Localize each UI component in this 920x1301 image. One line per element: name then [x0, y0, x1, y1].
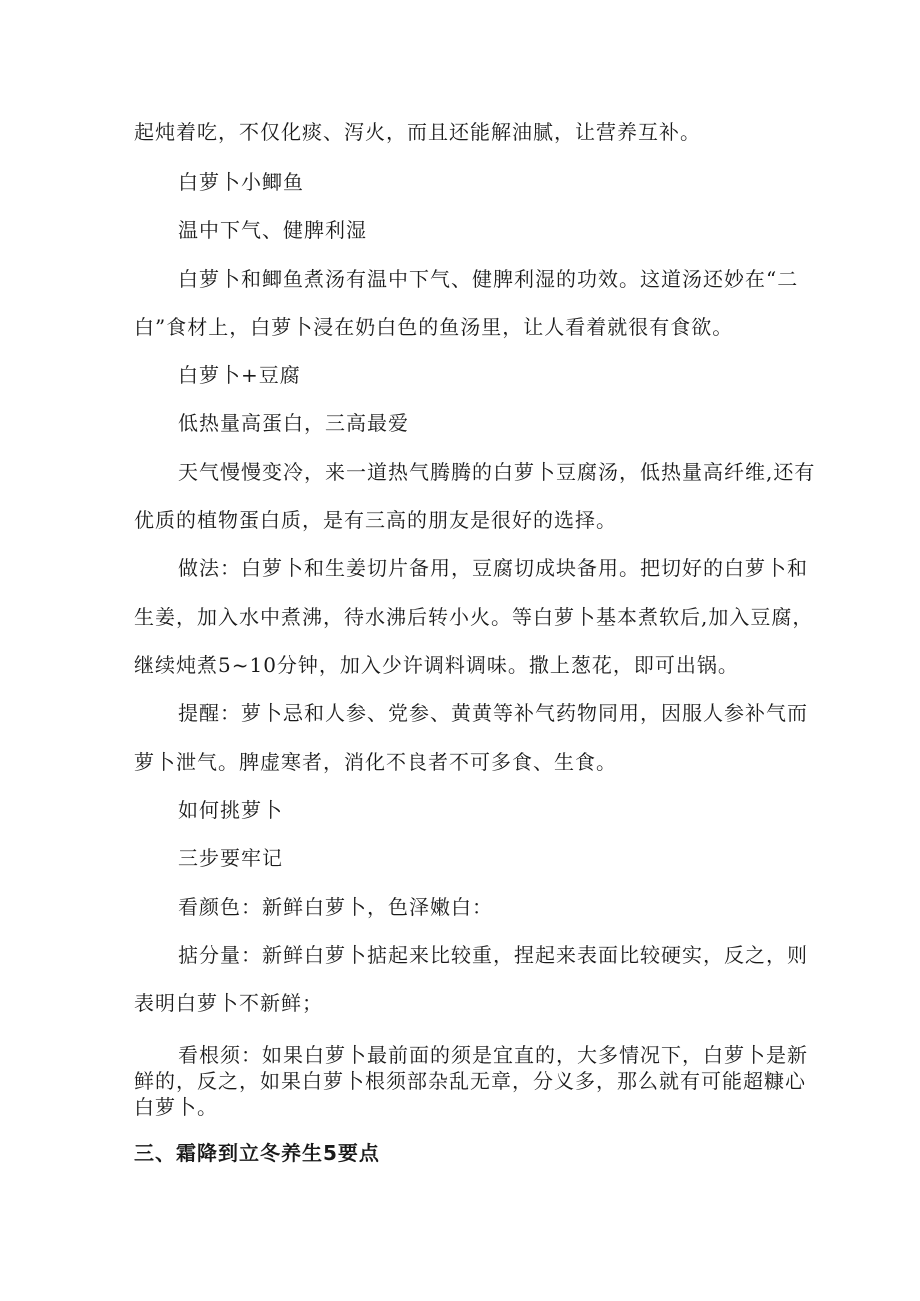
paragraph-line: 天气慢慢变冷，来一道热气腾腾的白萝卜豆腐汤，低热量高纤维,还有	[178, 460, 816, 484]
paragraph-line: 白”食材上，白萝卜浸在奶白色的鱼汤里，让人看着就很有食欲。	[134, 315, 734, 339]
paragraph-line: 白萝卜和鲫鱼煮汤有温中下气、健脾利湿的功效。这道汤还妙在“二	[178, 267, 799, 291]
recipe-title-radish-crucian: 白萝卜小鲫鱼	[178, 170, 304, 194]
paragraph-line: 萝卜泄气。脾虚寒者，消化不良者不可多食、生食。	[134, 750, 617, 774]
step-roots: 看根须：如果白萝卜最前面的须是宜直的，大多情况下，白萝卜是新	[178, 1043, 808, 1067]
paragraph-line: 鲜的，反之，如果白萝卜根须部杂乱无章，分义多，那么就有可能超糠心	[134, 1069, 806, 1093]
paragraph-continuation: 起炖着吃，不仅化痰、泻火，而且还能解油腻，让营养互补。	[134, 120, 701, 144]
recipe-title-radish-tofu: 白萝卜+豆腐	[178, 363, 301, 387]
paragraph-line: 表明白萝卜不新鲜；	[134, 991, 323, 1015]
paragraph-line: 继续炖煮5~10分钟，加入少许调料调味。撒上葱花，即可出锅。	[134, 653, 739, 677]
paragraph-line: 白萝卜。	[134, 1095, 218, 1119]
paragraph-line: 生姜，加入水中煮沸，待水沸后转小火。等白萝卜基本煮软后,加入豆腐，	[134, 605, 814, 629]
step-look-color: 看颜色：新鲜白萝卜，色泽嫩白：	[178, 895, 493, 919]
section-heading: 三、霜降到立冬养生5要点	[134, 1141, 380, 1165]
reminder-paragraph: 提醒：萝卜忌和人参、党参、黄黄等补气药物同用，因服人参补气而	[178, 701, 808, 725]
step-weigh: 掂分量：新鲜白萝卜掂起来比较重，捏起来表面比较硬实，反之，则	[178, 943, 808, 967]
paragraph-line: 优质的植物蛋白质，是有三高的朋友是很好的选择。	[134, 508, 617, 532]
section-subtitle-three-steps: 三步要牢记	[178, 846, 283, 870]
recipe-subtitle-radish-tofu: 低热量高蛋白，三高最爱	[178, 411, 409, 435]
section-title-choose-radish: 如何挑萝卜	[178, 798, 283, 822]
recipe-subtitle-radish-crucian: 温中下气、健脾利湿	[178, 218, 367, 242]
method-paragraph: 做法：白萝卜和生姜切片备用，豆腐切成块备用。把切好的白萝卜和	[178, 556, 808, 580]
